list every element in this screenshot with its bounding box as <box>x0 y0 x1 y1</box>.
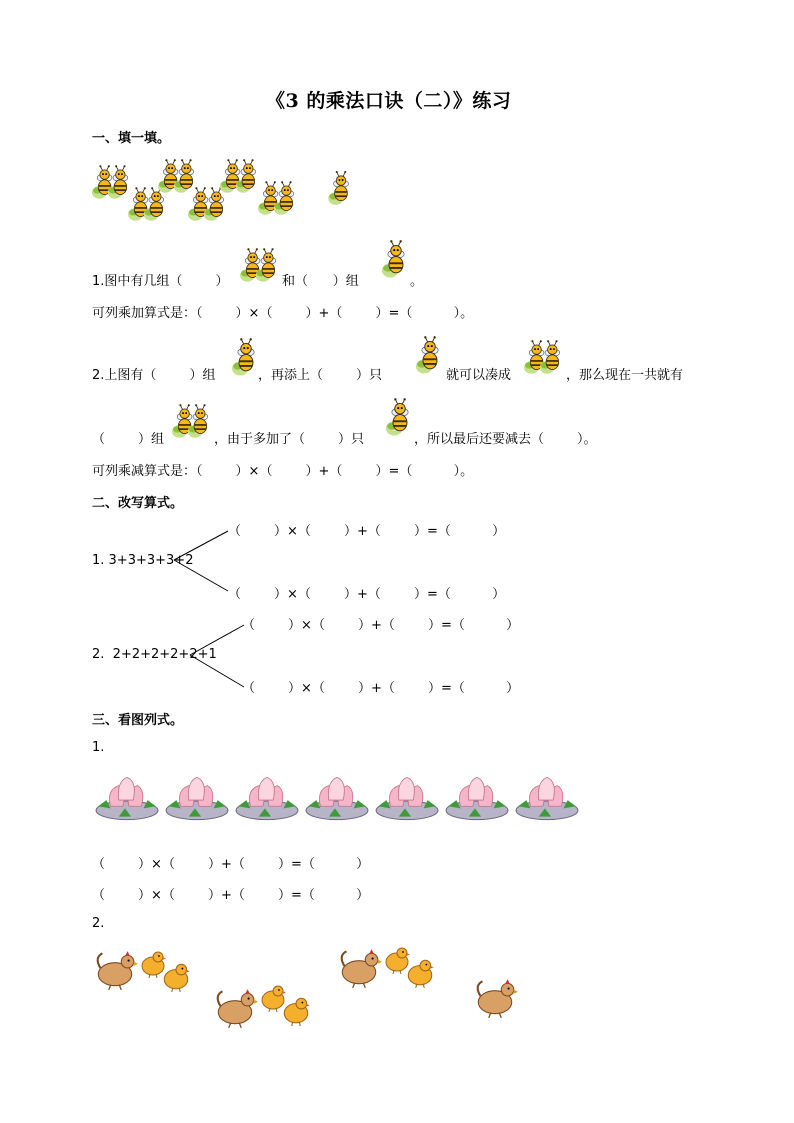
bee-pair-icon <box>258 181 300 217</box>
peach-plate-icon <box>234 774 300 822</box>
question-2-formula: 可列乘减算式是：（ ）×（ ）+（ ）=（ ）。 <box>92 464 474 479</box>
hen-icon <box>336 946 382 990</box>
question-2-text-2: ，再添上（ ）只 <box>258 368 383 383</box>
section-heading-rewrite: 二、改写算式。 <box>92 496 184 511</box>
question-2-text-4: ，那么现在一共就有 <box>566 368 684 383</box>
question-2-text-5: （ ）组 <box>92 432 165 447</box>
question-1-text-2: 和（ ）组 <box>282 274 359 289</box>
section-heading-picture: 三、看图列式。 <box>92 713 184 728</box>
question-2-text: 2.上图有（ ）组 <box>92 368 216 383</box>
section-heading-fill: 一、填一填。 <box>92 131 171 146</box>
problem-2-label: 2. <box>92 916 105 931</box>
bee-icon <box>232 338 260 378</box>
chick-icon <box>160 960 192 992</box>
bee-icon <box>386 398 414 438</box>
bee-icon <box>382 240 410 280</box>
problem-1-formula-1: （ ）×（ ）+（ ）=（ ） <box>92 857 370 872</box>
peach-plates-picture <box>94 774 578 826</box>
problem-1-label: 1. <box>92 740 105 755</box>
hens-chicks-picture <box>92 942 522 1034</box>
question-1-formula: 可列乘加算式是：（ ）×（ ）+（ ）=（ ）。 <box>92 306 474 321</box>
hen-icon <box>212 986 258 1030</box>
branch-lines-2 <box>188 622 248 690</box>
question-2-text-3: 就可以凑成 <box>446 368 512 383</box>
peach-plate-icon <box>514 774 580 822</box>
peach-plate-icon <box>444 774 510 822</box>
expression-1: 1. 3+3+3+3+2 <box>92 553 194 568</box>
expression-2: 2. 2+2+2+2+2+1 <box>92 647 217 662</box>
bee-group-picture <box>90 155 362 223</box>
peach-plate-icon <box>94 774 160 822</box>
question-1-text-3: 。 <box>410 274 424 289</box>
peach-plate-icon <box>164 774 230 822</box>
page-title: 《3 的乘法口诀（二）》练习 <box>266 90 512 112</box>
expression-2-answer-top: （ ）×（ ）+（ ）=（ ） <box>242 618 520 633</box>
peach-plate-icon <box>304 774 370 822</box>
bee-icon <box>416 336 444 376</box>
bee-pair-icon <box>172 404 214 440</box>
peach-plate-icon <box>374 774 440 822</box>
question-2-text-6: ，由于多加了（ ）只 <box>214 432 365 447</box>
branch-lines-1 <box>172 528 232 594</box>
bee-pair-icon <box>524 340 566 376</box>
hen-icon <box>472 976 518 1020</box>
expression-2-answer-bottom: （ ）×（ ）+（ ）=（ ） <box>242 681 520 696</box>
bee-pair-icon <box>220 159 262 195</box>
chick-icon <box>280 994 312 1026</box>
chick-icon <box>404 956 436 988</box>
bee-icon <box>328 171 354 207</box>
problem-1-formula-2: （ ）×（ ）+（ ）=（ ） <box>92 888 370 903</box>
expression-1-answer-bottom: （ ）×（ ）+（ ）=（ ） <box>228 587 506 602</box>
hen-icon <box>92 948 138 992</box>
question-2-text-7: ，所以最后还要减去（ ）。 <box>414 432 597 447</box>
question-1-text: 1.图中有几组（ ） <box>92 274 229 289</box>
bee-pair-icon <box>240 248 282 284</box>
expression-1-answer-top: （ ）×（ ）+（ ）=（ ） <box>228 524 506 539</box>
